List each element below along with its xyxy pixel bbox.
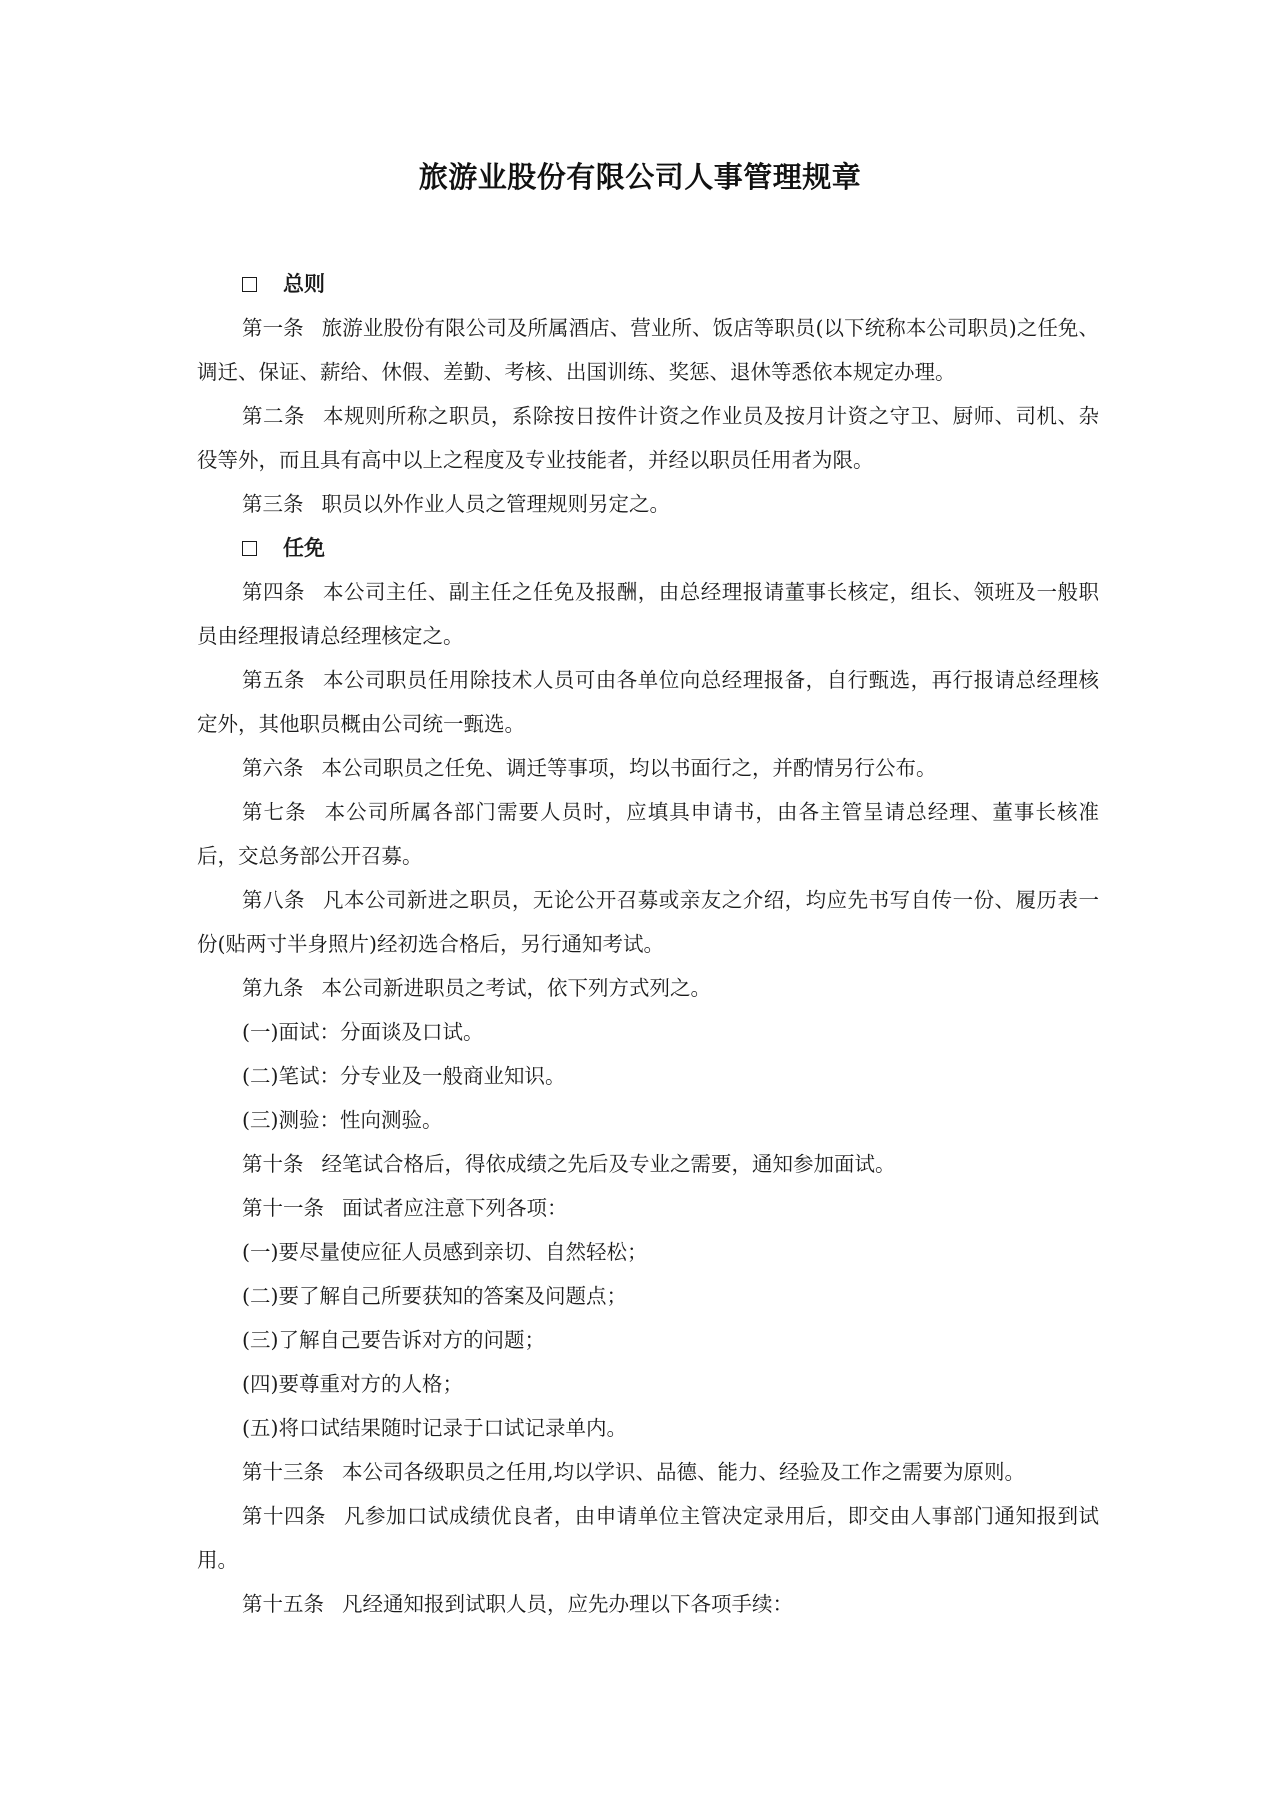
- article-paragraph: [197, 1450, 1099, 1494]
- document-body: [197, 262, 1099, 1626]
- article-number: 第一条: [242, 316, 304, 340]
- article-paragraph: [197, 482, 1099, 526]
- article-paragraph: [197, 1186, 1099, 1230]
- article-number: 第十三条: [242, 1460, 324, 1484]
- list-item: (三)了解自己要告诉对方的问题；: [242, 1328, 545, 1352]
- article-number: 第七条: [242, 800, 307, 824]
- article-paragraph: [197, 966, 1099, 1010]
- article-text: 本公司职员之任免、调迁等事项，均以书面行之，并酌情另行公布。: [321, 756, 937, 780]
- article-paragraph: [197, 570, 1099, 658]
- article-paragraph: [197, 306, 1099, 394]
- article-paragraph: [197, 878, 1099, 966]
- checkbox-square-icon: [242, 277, 257, 292]
- list-item: (五)将口试结果随时记录于口试记录单内。: [242, 1416, 627, 1440]
- list-item: (二)要了解自己所要获知的答案及问题点；: [242, 1284, 627, 1308]
- article-text: 本公司所属各部门需要人员时，应填具申请书，由各主管呈请总经理、董事长核准后，交总务部公开召募。: [197, 800, 1100, 868]
- article-number: 第三条: [242, 492, 304, 516]
- article-number: 第四条: [242, 580, 305, 604]
- section-heading-text: 任免: [283, 536, 325, 560]
- article-text: 凡经通知报到试职人员，应先办理以下各项手续：: [342, 1592, 793, 1616]
- article-paragraph: [197, 1142, 1099, 1186]
- checkbox-square-icon: [242, 541, 257, 556]
- article-number: 第九条: [242, 976, 304, 1000]
- section-heading-text: 总则: [283, 272, 325, 296]
- article-number: 第八条: [242, 888, 305, 912]
- article-text: 本规则所称之职员，系除按日按件计资之作业员及按月计资之守卫、厨师、司机、杂役等外，而且具有高中以上之程度及专业技能者，并经以职员任用者为限。: [197, 404, 1100, 472]
- article-text: 本公司主任、副主任之任免及报酬，由总经理报请董事长核定，组长、领班及一般职员由经理报请总经理核定之。: [197, 580, 1100, 648]
- article-text: 职员以外作业人员之管理规则另定之。: [321, 492, 670, 516]
- section-heading: [197, 262, 1099, 306]
- article-text: 旅游业股份有限公司及所属酒店、营业所、饭店等职员(以下统称本公司职员)之任免、调迁、保证、薪给、休假、差勤、考核、出国训练、奖惩、退休等悉依本规定办理。: [197, 316, 1100, 384]
- article-text: 凡参加口试成绩优良者，由申请单位主管决定录用后，即交由人事部门通知报到试用。: [197, 1504, 1100, 1572]
- article-text: 本公司各级职员之任用,均以学识、品德、能力、经验及工作之需要为原则。: [342, 1460, 1026, 1484]
- section-heading: [197, 526, 1099, 570]
- list-item: (二)笔试：分专业及一般商业知识。: [242, 1064, 566, 1088]
- article-number: 第六条: [242, 756, 304, 780]
- article-number: 第十条: [242, 1152, 304, 1176]
- article-paragraph: [197, 790, 1099, 878]
- article-text: 经笔试合格后，得依成绩之先后及专业之需要，通知参加面试。: [321, 1152, 896, 1176]
- list-item: (三)测验：性向测验。: [242, 1108, 443, 1132]
- article-paragraph: [197, 658, 1099, 746]
- article-text: 凡本公司新进之职员，无论公开召募或亲友之介绍，均应先书写自传一份、履历表一份(贴两寸半身照片)经初选合格后，另行通知考试。: [197, 888, 1100, 956]
- document-title: 旅游业股份有限公司人事管理规章: [418, 160, 862, 194]
- article-number: 第十五条: [242, 1592, 324, 1616]
- list-item: (一)要尽量使应征人员感到亲切、自然轻松；: [242, 1240, 648, 1264]
- article-number: 第十一条: [242, 1196, 324, 1220]
- list-item: (一)面试：分面谈及口试。: [242, 1020, 484, 1044]
- article-paragraph: [197, 394, 1099, 482]
- article-paragraph: [197, 1494, 1099, 1582]
- article-text: 本公司新进职员之考试，依下列方式列之。: [321, 976, 711, 1000]
- article-paragraph: [197, 746, 1099, 790]
- article-text: 面试者应注意下列各项：: [342, 1196, 568, 1220]
- article-text: 本公司职员任用除技术人员可由各单位向总经理报备，自行甄选，再行报请总经理核定外，其他职员概由公司统一甄选。: [197, 668, 1100, 736]
- article-paragraph: [197, 1582, 1099, 1626]
- article-number: 第五条: [242, 668, 305, 692]
- article-number: 第十四条: [242, 1504, 326, 1528]
- list-item: (四)要尊重对方的人格；: [242, 1372, 463, 1396]
- article-number: 第二条: [242, 404, 305, 428]
